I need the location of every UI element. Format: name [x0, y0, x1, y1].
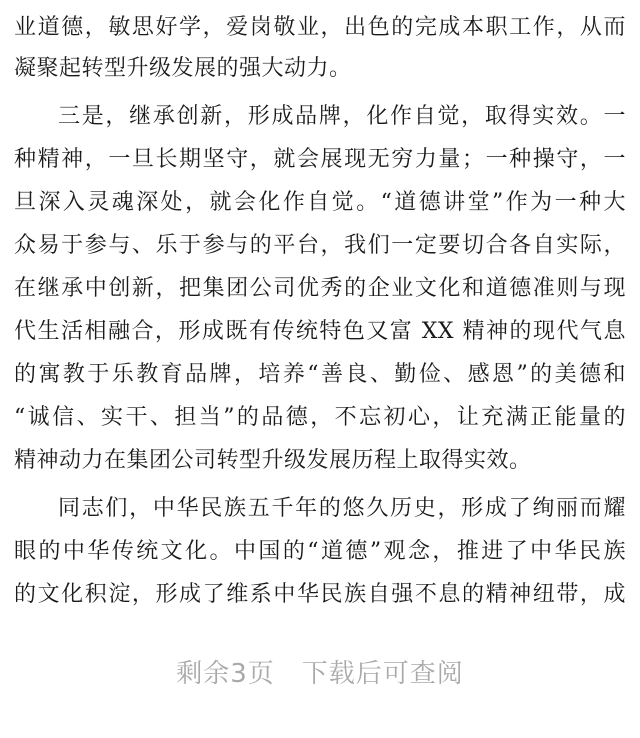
text-line: 种精神，一旦长期坚守，就会展现无穷力量；一种操守，一: [14, 147, 626, 172]
text-line: “诚信、实干、担当”的品德，不忘初心，让充满正能量的: [14, 405, 626, 430]
text-line: 代生活相融合，形成既有传统特色又富 XX 精神的现代气息: [14, 319, 626, 344]
text-line: 的寓教于乐教育品牌，培养“善良、勤俭、感恩”的美德和: [14, 362, 626, 387]
remaining-pages-banner[interactable]: [0, 652, 640, 696]
text-line: 旦深入灵魂深处，就会化作自觉。“道德讲堂”作为一种大: [14, 190, 626, 215]
paragraph-first-line: 同志们，中华民族五千年的悠久历史，形成了绚丽而耀: [58, 496, 626, 521]
text-line: 在继承中创新，把集团公司优秀的企业文化和道德准则与现: [14, 276, 626, 301]
text-line: 的文化积淀，形成了维系中华民族自强不息的精神纽带，成: [14, 582, 626, 607]
text-line: 眼的中华传统文化。中国的“道德”观念，推进了中华民族: [14, 539, 626, 564]
download-to-read-link[interactable]: 剩余3页 下载后可查阅: [176, 659, 464, 689]
paragraph-first-line: 三是，继承创新，形成品牌，化作自觉，取得实效。一: [58, 104, 626, 129]
text-line: 精神动力在集团公司转型升级发展历程上取得实效。: [14, 448, 532, 473]
text-line: 众易于参与、乐于参与的平台，我们一定要切合各自实际，: [14, 233, 626, 258]
text-line: 凝聚起转型升级发展的强大动力。: [14, 56, 352, 81]
text-line: 业道德，敏思好学，爱岗敬业，出色的完成本职工作，从而: [14, 15, 626, 40]
